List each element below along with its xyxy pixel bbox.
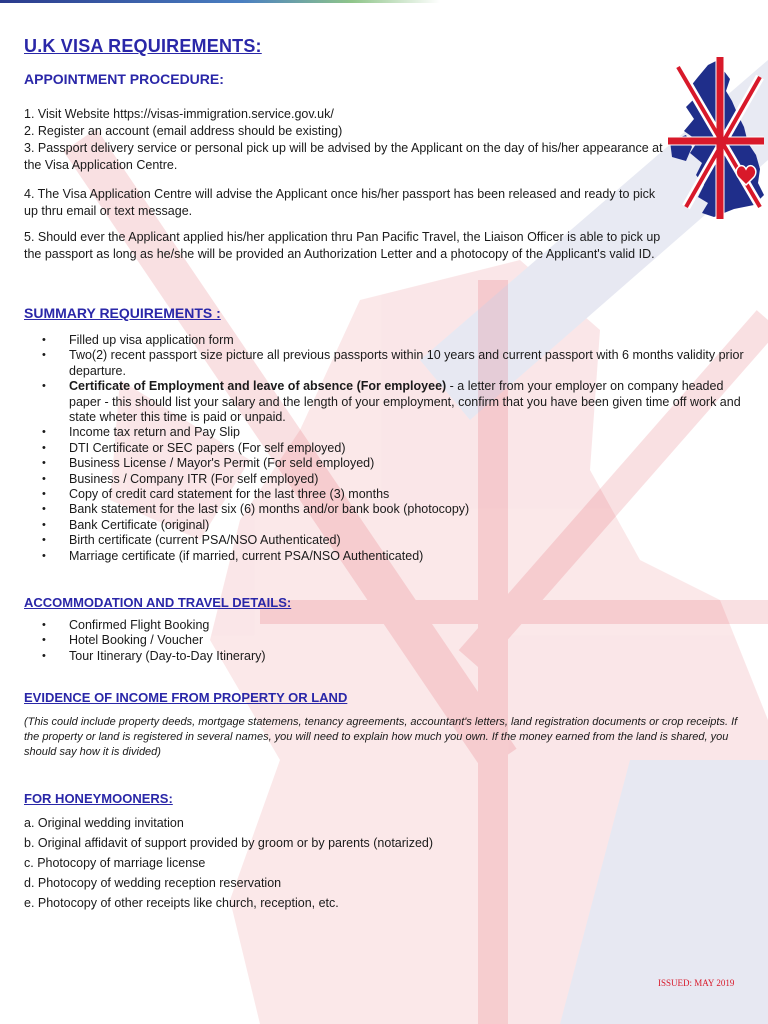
step-item: 5. Should ever the Applicant applied his/her application thru Pan Pacific Travel, the Liaison Officer is able to pick up the passport as long as he/she will be provided an Authorization Letter and a photocopy of the Applicant's valid ID. <box>24 230 661 261</box>
list-item: • Two(2) recent passport size picture all previous passports within 10 years and current passport with 6 months validity prior departure. <box>42 348 754 379</box>
list-item: • Business / Company ITR (For self employed) <box>42 472 754 487</box>
list-item: d. Photocopy of wedding reception reservation <box>24 876 282 890</box>
appointment-heading: APPOINTMENT PROCEDURE: <box>24 71 224 87</box>
summary-list <box>42 333 754 564</box>
income-heading: EVIDENCE OF INCOME FROM PROPERTY OR LAND <box>24 690 348 705</box>
appointment-steps-cont2 <box>24 229 664 263</box>
list-item: e. Photocopy of other receipts like church, reception, etc. <box>24 896 339 910</box>
issued-date: ISSUED: MAY 2019 <box>658 978 735 988</box>
step-item: 2. Register an account (email address should be existing) <box>24 124 343 138</box>
step-item: 3. Passport delivery service or personal pick up will be advised by the Applicant on the day of his/her appearance at the Visa Application Centre. <box>24 141 663 172</box>
step-item: 1. Visit Website https://visas-immigration.service.gov.uk/ <box>24 107 334 121</box>
list-item: • Copy of credit card statement for the last three (3) months <box>42 487 754 502</box>
list-item: c. Photocopy of marriage license <box>24 856 206 870</box>
honeymoon-heading: FOR HONEYMOONERS: <box>24 791 173 806</box>
honeymoon-list <box>24 813 433 913</box>
accommodation-list <box>42 618 754 664</box>
appointment-steps <box>24 106 664 174</box>
list-item: • Hotel Booking / Voucher <box>42 633 754 648</box>
list-item: • Income tax return and Pay Slip <box>42 425 754 440</box>
list-item: • Confirmed Flight Booking <box>42 618 754 633</box>
list-item: a. Original wedding invitation <box>24 816 184 830</box>
list-item: • Marriage certificate (if married, current PSA/NSO Authenticated) <box>42 549 754 564</box>
list-item: • Bank statement for the last six (6) months and/or bank book (photocopy) <box>42 502 754 517</box>
list-item: b. Original affidavit of support provided by groom or by parents (notarized) <box>24 836 434 850</box>
income-note: (This could include property deeds, mortgage statemens, tenancy agreements, accountant's letters, land registration documents or crop receipts. If the property or land is registered in several names, you will need to explain how much you own. If the money earned from the land is shared, you should say how it is divided) <box>24 716 738 758</box>
list-item: • Birth certificate (current PSA/NSO Authenticated) <box>42 533 754 548</box>
appointment-steps-cont <box>24 186 664 220</box>
list-item: • DTI Certificate or SEC papers (For self employed) <box>42 441 754 456</box>
list-item: • Tour Itinerary (Day-to-Day Itinerary) <box>42 649 754 664</box>
item-text: - a letter from your employer on company headed paper - this should list your salary and the length of your employment, confirm that you have been given time off work and state wheter this time is paid or unpaid. <box>69 379 741 425</box>
page-title: U.K VISA REQUIREMENTS: <box>24 36 262 56</box>
list-item: • Bank Certificate (original) <box>42 518 754 533</box>
summary-heading: SUMMARY REQUIREMENTS : <box>24 305 221 321</box>
accommodation-heading: ACCOMMODATION AND TRAVEL DETAILS: <box>24 595 292 610</box>
list-item: • Filled up visa application form <box>42 333 754 348</box>
list-item: • Business License / Mayor's Permit (For seld employed) <box>42 456 754 471</box>
emphasis-text: Certificate of Employment and leave of absence (For employee) <box>69 379 447 394</box>
step-item: 4. The Visa Application Centre will advise the Applicant once his/her passport has been released and ready to pick up thru email or text message. <box>24 187 656 218</box>
list-item <box>42 379 754 425</box>
